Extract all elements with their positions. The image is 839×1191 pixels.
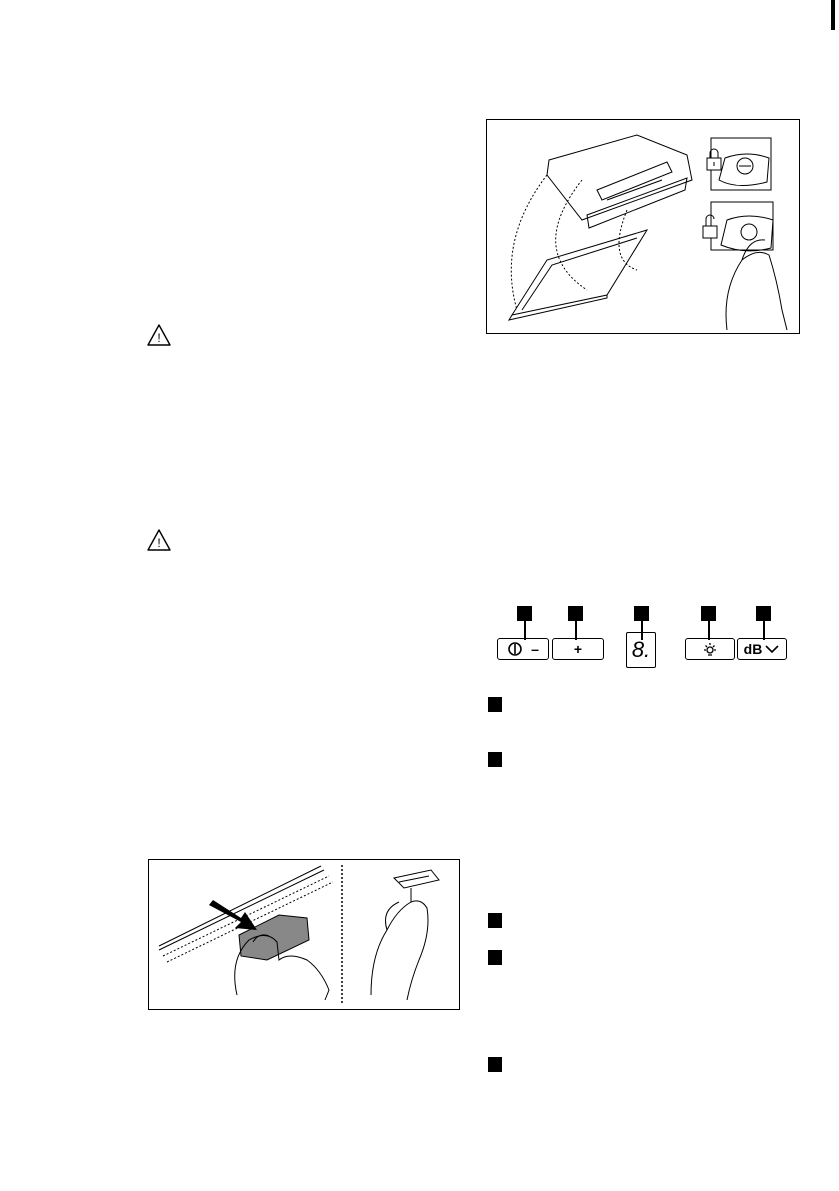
db-button[interactable]: dB: [737, 638, 787, 660]
callout-marker: [701, 606, 716, 621]
callout-marker: [517, 606, 532, 621]
warning-triangle-icon: [146, 528, 172, 552]
chevron-down-icon: [764, 644, 780, 654]
list-marker: [488, 950, 502, 965]
svg-text:!: !: [157, 536, 161, 550]
svg-text:!: !: [157, 331, 161, 345]
list-marker: [488, 697, 502, 712]
power-minus-button[interactable]: –: [497, 638, 549, 660]
callout-marker: [634, 606, 649, 621]
light-button[interactable]: [685, 638, 735, 660]
control-panel: [485, 600, 785, 680]
padlock-open-icon: [703, 215, 717, 238]
list-marker: [488, 913, 502, 928]
speed-display: 8.: [626, 632, 656, 668]
list-marker: [488, 752, 502, 767]
list-marker: [488, 1057, 502, 1072]
plus-button[interactable]: +: [552, 638, 604, 660]
grease-filter-figure: [486, 119, 800, 334]
page-edge-mark: [831, 0, 835, 30]
light-icon: [702, 641, 718, 657]
warning-triangle-icon: [146, 323, 172, 347]
grease-filter-removal-icon: [487, 120, 799, 333]
padlock-closed-icon: [707, 149, 721, 170]
power-icon: [507, 641, 523, 657]
callout-marker: [756, 606, 771, 621]
callout-marker: [568, 606, 583, 621]
charcoal-filter-figure: [148, 859, 460, 1010]
carbon-filter-removal-icon: [149, 860, 459, 1009]
